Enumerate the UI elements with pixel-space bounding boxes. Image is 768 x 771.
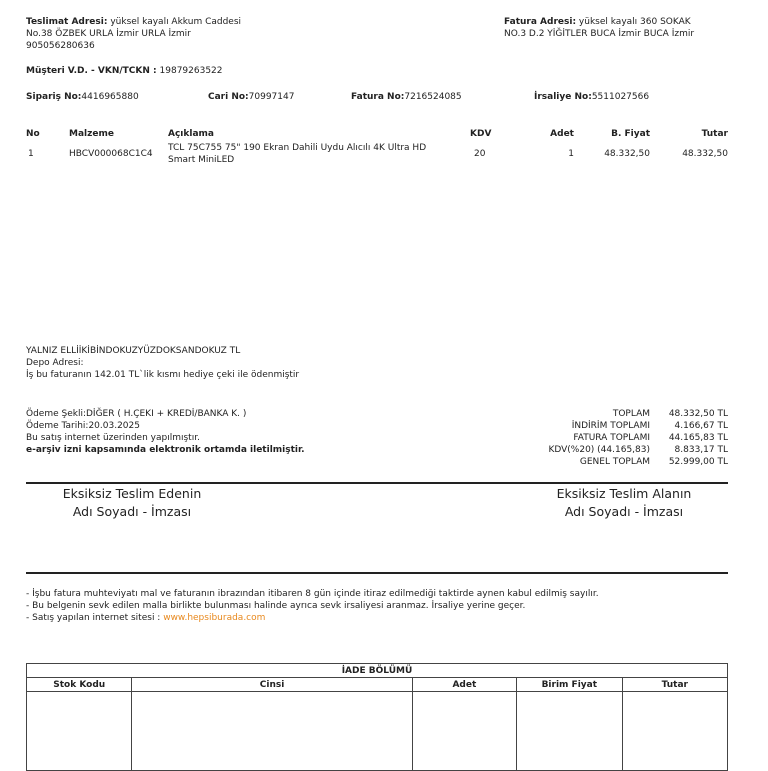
item-description-line2: Smart MiniLED xyxy=(168,155,235,165)
total-value: 48.332,50 TL xyxy=(668,409,728,419)
website-link[interactable]: www.hepsiburada.com xyxy=(163,613,266,623)
receiver-signature-line1: Eksiksiz Teslim Alanın xyxy=(556,486,692,501)
col-header-unit-price: B. Fiyat xyxy=(611,129,650,139)
vat-label: KDV(%20) (44.165,83) xyxy=(548,445,650,455)
return-header-qty: Adet xyxy=(412,678,516,692)
invoice-number xyxy=(351,92,462,102)
return-header-unit-price: Birim Fiyat xyxy=(517,678,622,692)
return-cell-type xyxy=(132,692,412,771)
item-unit-price: 48.332,50 xyxy=(604,149,650,159)
amount-in-words: YALNIZ ELLİİKİBİNDOKUZYÜZDOKSANDOKUZ TL xyxy=(26,346,241,356)
cari-number-value: 70997147 xyxy=(248,92,295,102)
col-header-no: No xyxy=(26,129,40,139)
signature-top-rule xyxy=(26,482,728,484)
return-cell-qty xyxy=(412,692,516,771)
totals-labels xyxy=(548,408,650,468)
return-cell-unit-price xyxy=(517,692,622,771)
billing-label: Fatura Adresi: xyxy=(504,17,577,27)
col-header-description: Açıklama xyxy=(168,129,214,139)
return-header-type: Cinsi xyxy=(132,678,412,692)
payment-info xyxy=(26,408,305,456)
order-number xyxy=(26,92,139,102)
receiver-signature xyxy=(524,485,724,521)
delivery-address xyxy=(26,16,241,52)
deliverer-signature xyxy=(32,485,232,521)
gift-note: İş bu faturanın 142.01 TL`lik kısmı hediye çeki ile ödenmiştir xyxy=(26,370,300,380)
invoice-number-label: Fatura No: xyxy=(351,92,405,102)
delivery-phone: 905056280636 xyxy=(26,41,95,51)
customer-tax-value: 19879263522 xyxy=(159,66,223,76)
item-material: HBCV000068C1C4 xyxy=(69,149,153,159)
order-number-value: 4416965880 xyxy=(81,92,139,102)
irsaliye-number-value: 5511027566 xyxy=(591,92,650,102)
grand-total-value: 52.999,00 TL xyxy=(668,457,728,467)
return-section-title: İADE BÖLÜMÜ xyxy=(27,664,728,678)
item-no: 1 xyxy=(28,149,34,159)
invoice-number-value: 7216524085 xyxy=(404,92,462,102)
cari-number-label: Cari No: xyxy=(208,92,249,102)
online-sale-note: Bu satış internet üzerinden yapılmıştır. xyxy=(26,433,200,443)
total-label: TOPLAM xyxy=(612,409,650,419)
billing-line2: NO.3 D.2 YİĞİTLER BUCA İzmir BUCA İzmir xyxy=(504,29,695,39)
customer-tax-id xyxy=(26,66,223,76)
deliverer-signature-line1: Eksiksiz Teslim Edenin xyxy=(62,486,202,501)
col-header-qty: Adet xyxy=(550,129,574,139)
irsaliye-number-label: İrsaliye No: xyxy=(534,92,592,102)
payment-date: Ödeme Tarihi:20.03.2025 xyxy=(26,421,140,431)
item-qty: 1 xyxy=(568,149,574,159)
vat-value: 8.833,17 TL xyxy=(674,445,728,455)
billing-address xyxy=(504,16,694,40)
signature-bottom-rule xyxy=(26,572,728,574)
item-description xyxy=(168,142,426,166)
item-description-line1: TCL 75C755 75" 190 Ekran Dahili Uydu Alıcılı 4K Ultra HD xyxy=(168,143,427,153)
invoice-total-value: 44.165,83 TL xyxy=(668,433,728,443)
delivery-line2: No.38 ÖZBEK URLA İzmir URLA İzmir xyxy=(26,29,191,39)
delivery-label: Teslimat Adresi: xyxy=(26,17,108,27)
earsiv-note: e-arşiv izni kapsamında elektronik ortamda iletilmiştir. xyxy=(26,445,305,455)
footer-note-site xyxy=(26,612,599,624)
totals-values xyxy=(669,408,728,468)
footer-note-waybill: - Bu belgenin sevk edilen malla birlikte bulunması halinde ayrıca sevk irsaliyesi aranmaz. İrsaliye yerine geçer. xyxy=(26,601,526,611)
item-kdv: 20 xyxy=(474,149,486,159)
return-cell-stock-code xyxy=(27,692,132,771)
col-header-total: Tutar xyxy=(701,129,728,139)
payment-method: Ödeme Şekli:DİĞER ( H.ÇEKI + KREDİ/BANKA K. ) xyxy=(26,409,247,419)
depot-address: Depo Adresi: xyxy=(26,358,84,368)
return-header-total: Tutar xyxy=(622,678,727,692)
irsaliye-number xyxy=(534,92,649,102)
discount-total-label: İNDİRİM TOPLAMI xyxy=(571,421,650,431)
return-cell-total xyxy=(622,692,727,771)
deliverer-signature-line2: Adı Soyadı - İmzası xyxy=(72,504,192,519)
billing-name: yüksel kayalı 360 SOKAK xyxy=(578,17,691,27)
return-section-table xyxy=(26,663,728,771)
return-header-stock-code: Stok Kodu xyxy=(27,678,132,692)
delivery-name: yüksel kayalı Akkum Caddesi xyxy=(110,17,242,27)
item-total: 48.332,50 xyxy=(682,149,728,159)
invoice-notes xyxy=(26,345,299,381)
order-number-label: Sipariş No: xyxy=(26,92,82,102)
receiver-signature-line2: Adı Soyadı - İmzası xyxy=(564,504,684,519)
col-header-kdv: KDV xyxy=(470,129,492,139)
invoice-total-label: FATURA TOPLAMI xyxy=(573,433,650,443)
col-header-material: Malzeme xyxy=(69,129,114,139)
footer-note-objection: - İşbu fatura muhteviyatı mal ve faturanın ibrazından itibaren 8 gün içinde itiraz edilmediği taktirde aynen kabul edilmiş sayılır. xyxy=(26,589,599,599)
footer-notes xyxy=(26,588,599,624)
grand-total-label: GENEL TOPLAM xyxy=(579,457,650,467)
footer-site-prefix: - Satış yapılan internet sitesi : xyxy=(26,613,164,623)
customer-tax-label: Müşteri V.D. - VKN/TCKN : xyxy=(26,66,157,76)
cari-number xyxy=(208,92,294,102)
discount-total-value: 4.166,67 TL xyxy=(674,421,728,431)
